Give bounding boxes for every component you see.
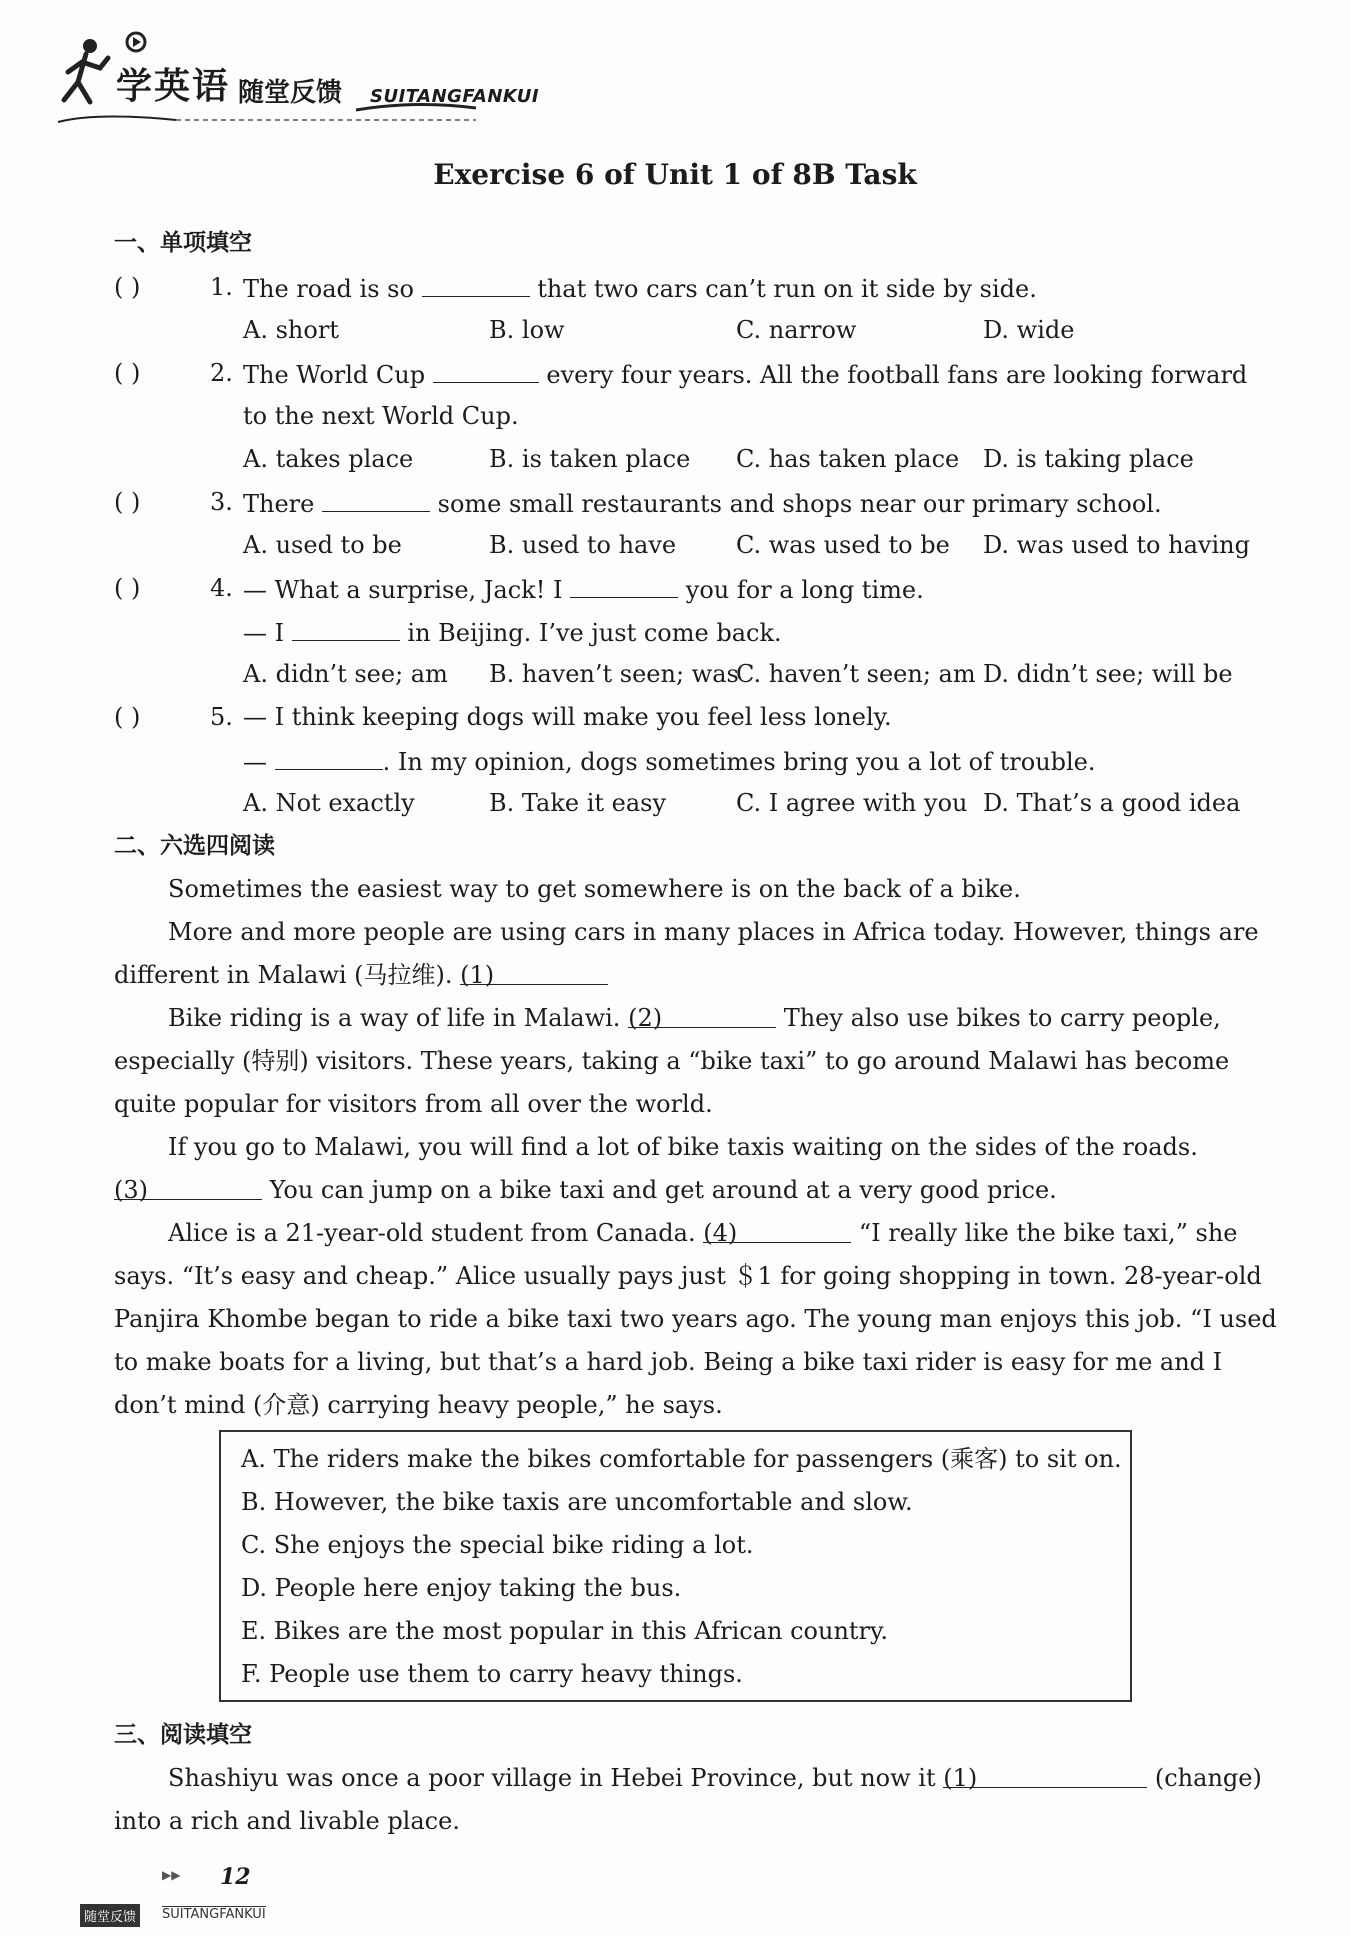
passage-p2-text: different in Malawi (马拉维). xyxy=(114,961,453,989)
question-number-2: 2. xyxy=(210,359,233,387)
q4-blank-2[interactable] xyxy=(292,616,400,641)
blank-2-label: (2) xyxy=(628,1004,663,1032)
question-number-4: 4. xyxy=(210,574,233,602)
passage-p4-text: You can jump on a bike taxi and get around at a very good price. xyxy=(269,1176,1057,1204)
answer-paren-3[interactable]: ( ) xyxy=(114,488,141,516)
box-option-e: E. Bikes are the most popular in this African country. xyxy=(241,1617,889,1645)
q5-text-c: . In my opinion, dogs sometimes bring you a lot of trouble. xyxy=(382,748,1096,776)
question-2-text xyxy=(243,358,1247,390)
q2-option-b[interactable]: B. is taken place xyxy=(489,445,691,473)
q1-option-c[interactable]: C. narrow xyxy=(736,316,857,344)
blank-1-label: (1) xyxy=(460,961,495,989)
section3-blank-1-label: (1) xyxy=(943,1764,978,1792)
question-4-reply xyxy=(243,616,782,648)
question-5-reply xyxy=(243,745,1096,777)
section-heading-2: 二、六选四阅读 xyxy=(114,833,275,859)
q5-option-a[interactable]: A. Not exactly xyxy=(243,789,415,817)
q4-text-c: — I xyxy=(243,619,285,647)
footer-badge: 随堂反馈 xyxy=(80,1904,140,1927)
passage-p5-line1 xyxy=(168,1218,1238,1248)
section3-blank-1[interactable] xyxy=(943,1763,1147,1792)
passage-p3-post: They also use bikes to carry people, xyxy=(783,1004,1221,1032)
q1-option-a[interactable]: A. short xyxy=(243,316,339,344)
answer-paren-2[interactable]: ( ) xyxy=(114,359,141,387)
answer-paren-5[interactable]: ( ) xyxy=(114,703,141,731)
options-box xyxy=(219,1430,1132,1702)
page-number: 12 xyxy=(220,1864,251,1890)
passage-p3-line2: especially (特别) visitors. These years, taking a “bike taxi” to go around Malawi has become xyxy=(114,1047,1230,1075)
q4-text-b: you for a long time. xyxy=(685,576,924,604)
answer-paren-1[interactable]: ( ) xyxy=(114,273,141,301)
q1-text-b: that two cars can’t run on it side by side. xyxy=(537,275,1037,303)
q4-blank-1[interactable] xyxy=(570,573,678,598)
section3-line2: into a rich and livable place. xyxy=(114,1807,460,1835)
passage-p4-line2 xyxy=(114,1175,1057,1205)
box-option-c: C. She enjoys the special bike riding a lot. xyxy=(241,1531,754,1559)
q3-text-a: There xyxy=(243,490,315,518)
q5-option-b[interactable]: B. Take it easy xyxy=(489,789,667,817)
passage-p5-pre: Alice is a 21-year-old student from Canada. xyxy=(168,1219,696,1247)
box-option-f: F. People use them to carry heavy things. xyxy=(241,1660,743,1688)
q1-option-d[interactable]: D. wide xyxy=(983,316,1075,344)
question-4-text xyxy=(243,573,924,605)
section-heading-1: 一、单项填空 xyxy=(114,230,252,256)
passage-p2-line1: More and more people are using cars in many places in Africa today. However, things are xyxy=(168,918,1259,946)
box-option-a: A. The riders make the bikes comfortable for passengers (乘客) to sit on. xyxy=(241,1445,1122,1473)
section3-line1 xyxy=(168,1763,1262,1793)
q2-blank[interactable] xyxy=(433,358,539,383)
footer-english-text: SUITANGFANKUI xyxy=(162,1907,266,1922)
double-arrow-icon: ▶▶ xyxy=(162,1868,181,1882)
section3-text-post: (change) xyxy=(1154,1764,1262,1792)
q4-text-d: in Beijing. I’ve just come back. xyxy=(407,619,782,647)
passage-p3-pre: Bike riding is a way of life in Malawi. xyxy=(168,1004,621,1032)
q2-option-d[interactable]: D. is taking place xyxy=(983,445,1194,473)
q4-option-a[interactable]: A. didn’t see; am xyxy=(243,660,448,688)
passage-p3-line3: quite popular for visitors from all over the world. xyxy=(114,1090,713,1118)
q1-option-b[interactable]: B. low xyxy=(489,316,565,344)
blank-4-label: (4) xyxy=(703,1219,738,1247)
passage-blank-3[interactable] xyxy=(114,1175,262,1204)
q3-text-b: some small restaurants and shops near our primary school. xyxy=(437,490,1162,518)
section3-text-pre: Shashiyu was once a poor village in Hebei Province, but now it xyxy=(168,1764,936,1792)
q5-text-b: — xyxy=(243,748,267,776)
q2-text-b: every four years. All the football fans are looking forward xyxy=(546,361,1248,389)
q3-option-b[interactable]: B. used to have xyxy=(489,531,677,559)
box-option-b: B. However, the bike taxis are uncomfortable and slow. xyxy=(241,1488,913,1516)
question-1-text xyxy=(243,272,1037,304)
passage-p5-line5: don’t mind (介意) carrying heavy people,” he says. xyxy=(114,1391,723,1419)
q1-blank[interactable] xyxy=(422,272,530,297)
q3-option-c[interactable]: C. was used to be xyxy=(736,531,950,559)
header-logo xyxy=(56,28,576,128)
passage-blank-1[interactable] xyxy=(460,960,608,989)
q4-option-b[interactable]: B. haven’t seen; was xyxy=(489,660,739,688)
box-option-d: D. People here enjoy taking the bus. xyxy=(241,1574,682,1602)
question-number-5: 5. xyxy=(210,703,233,731)
q4-text-a: — What a surprise, Jack! I xyxy=(243,576,563,604)
passage-p3-line1 xyxy=(168,1003,1221,1033)
blank-3-label: (3) xyxy=(114,1176,148,1204)
passage-p4-line1: If you go to Malawi, you will find a lot of bike taxis waiting on the sides of the roads. xyxy=(168,1133,1198,1161)
q5-option-d[interactable]: D. That’s a good idea xyxy=(983,789,1241,817)
passage-p5-line3: Panjira Khombe began to ride a bike taxi two years ago. The young man enjoys this job. “I used xyxy=(114,1305,1277,1333)
section-heading-3: 三、阅读填空 xyxy=(114,1722,252,1748)
passage-p5-line2: says. “It’s easy and cheap.” Alice usually pays just ＄1 for going shopping in town. 28-year-old xyxy=(114,1262,1262,1290)
q4-option-d[interactable]: D. didn’t see; will be xyxy=(983,660,1233,688)
passage-p5-post: “I really like the bike taxi,” she xyxy=(858,1219,1238,1247)
q2-text-c: to the next World Cup. xyxy=(243,402,519,430)
q3-option-d[interactable]: D. was used to having xyxy=(983,531,1250,559)
q3-blank[interactable] xyxy=(322,487,430,512)
q5-option-c[interactable]: C. I agree with you xyxy=(736,789,968,817)
passage-p2-line2 xyxy=(114,960,608,990)
q2-text-a: The World Cup xyxy=(243,361,426,389)
logo-english-text: SUITANGFANKUI xyxy=(370,86,540,107)
passage-p5-line4: to make boats for a living, but that’s a hard job. Being a bike taxi rider is easy for me and I xyxy=(114,1348,1223,1376)
q2-option-c[interactable]: C. has taken place xyxy=(736,445,960,473)
q3-option-a[interactable]: A. used to be xyxy=(243,531,402,559)
logo-chinese-text: 学英语 xyxy=(116,66,231,107)
question-number-3: 3. xyxy=(210,488,233,516)
page-footer xyxy=(80,1848,380,1928)
passage-blank-4[interactable] xyxy=(703,1218,851,1247)
page-title: Exercise 6 of Unit 1 of 8B Task xyxy=(433,158,917,191)
passage-p1: Sometimes the easiest way to get somewhere is on the back of a bike. xyxy=(168,875,1021,903)
q1-text-a: The road is so xyxy=(243,275,414,303)
question-number-1: 1. xyxy=(210,273,233,301)
q5-blank[interactable] xyxy=(275,745,383,770)
question-5-text: — I think keeping dogs will make you feel less lonely. xyxy=(243,703,892,731)
q4-option-c[interactable]: C. haven’t seen; am xyxy=(736,660,976,688)
answer-paren-4[interactable]: ( ) xyxy=(114,574,141,602)
logo-chinese-subtext: 随堂反馈 xyxy=(238,78,343,108)
q2-option-a[interactable]: A. takes place xyxy=(243,445,414,473)
passage-blank-2[interactable] xyxy=(628,1003,776,1032)
question-3-text xyxy=(243,487,1162,519)
